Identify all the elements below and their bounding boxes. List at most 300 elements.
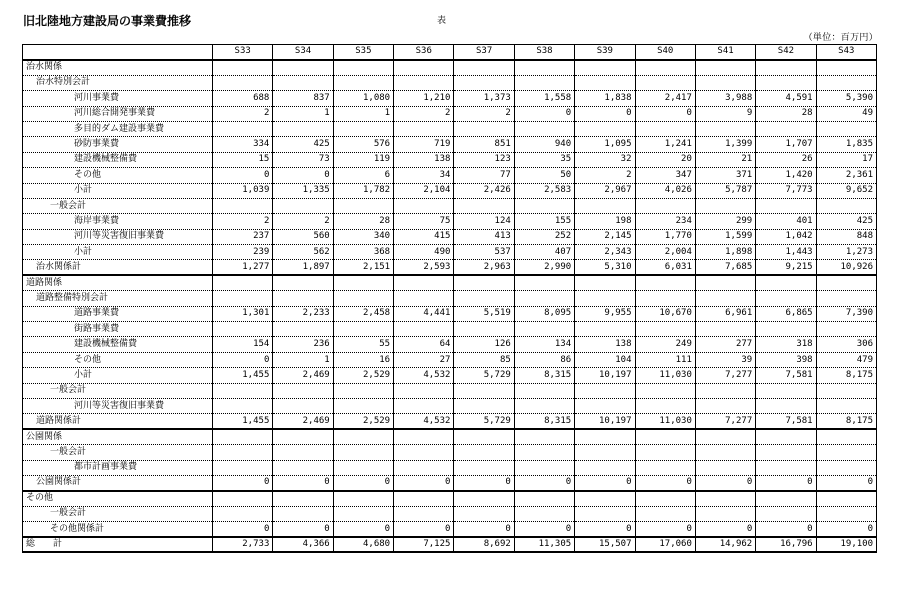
value-cell: 20 bbox=[635, 152, 695, 167]
value-cell: 124 bbox=[454, 214, 514, 229]
value-cell: 11,030 bbox=[635, 414, 695, 429]
value-cell bbox=[635, 429, 695, 444]
value-cell bbox=[394, 291, 454, 306]
value-cell bbox=[394, 60, 454, 75]
row-label: 道路関係計 bbox=[23, 414, 213, 429]
value-cell: 425 bbox=[816, 214, 876, 229]
value-cell bbox=[333, 322, 393, 337]
value-cell: 10,197 bbox=[575, 414, 635, 429]
value-cell: 2,963 bbox=[454, 260, 514, 275]
value-cell: 7,581 bbox=[756, 414, 816, 429]
table-row bbox=[23, 291, 877, 306]
value-cell: 1,301 bbox=[213, 306, 273, 321]
value-cell bbox=[756, 198, 816, 213]
value-cell: 236 bbox=[273, 337, 333, 352]
value-cell bbox=[333, 60, 393, 75]
value-cell bbox=[756, 460, 816, 475]
row-label: 建設機械整備費 bbox=[23, 337, 213, 352]
value-cell bbox=[514, 429, 574, 444]
value-cell: 0 bbox=[514, 475, 574, 490]
value-cell: 2,004 bbox=[635, 245, 695, 260]
value-cell bbox=[635, 275, 695, 290]
value-cell bbox=[816, 398, 876, 413]
value-cell bbox=[333, 445, 393, 460]
value-cell bbox=[394, 383, 454, 398]
value-cell: 490 bbox=[394, 245, 454, 260]
value-cell: 85 bbox=[454, 352, 514, 367]
value-cell: 3,988 bbox=[695, 91, 755, 106]
value-cell bbox=[695, 445, 755, 460]
value-cell bbox=[394, 121, 454, 136]
value-cell: 0 bbox=[635, 475, 695, 490]
value-cell bbox=[756, 275, 816, 290]
table-row bbox=[23, 214, 877, 229]
value-cell: 111 bbox=[635, 352, 695, 367]
value-cell: 32 bbox=[575, 152, 635, 167]
value-cell: 49 bbox=[816, 106, 876, 121]
value-cell bbox=[635, 198, 695, 213]
value-cell bbox=[514, 322, 574, 337]
value-cell bbox=[213, 121, 273, 136]
value-cell: 17,060 bbox=[635, 537, 695, 552]
value-cell bbox=[394, 322, 454, 337]
value-cell bbox=[333, 291, 393, 306]
value-cell bbox=[695, 429, 755, 444]
value-cell: 851 bbox=[454, 137, 514, 152]
value-cell: 334 bbox=[213, 137, 273, 152]
value-cell bbox=[454, 322, 514, 337]
value-cell: 16,796 bbox=[756, 537, 816, 552]
unit-note: （単位：百万円） bbox=[803, 33, 878, 43]
value-cell bbox=[273, 398, 333, 413]
table-row bbox=[23, 506, 877, 521]
value-cell: 848 bbox=[816, 229, 876, 244]
value-cell bbox=[695, 398, 755, 413]
value-cell: 7,277 bbox=[695, 368, 755, 383]
value-cell: 64 bbox=[394, 337, 454, 352]
table-row bbox=[23, 275, 877, 290]
year-header: S36 bbox=[394, 45, 454, 60]
value-cell: 415 bbox=[394, 229, 454, 244]
row-label: その他 bbox=[23, 168, 213, 183]
value-cell: 1,455 bbox=[213, 368, 273, 383]
value-cell: 119 bbox=[333, 152, 393, 167]
value-cell: 154 bbox=[213, 337, 273, 352]
value-cell bbox=[454, 198, 514, 213]
value-cell: 86 bbox=[514, 352, 574, 367]
value-cell: 10,197 bbox=[575, 368, 635, 383]
value-cell: 1,455 bbox=[213, 414, 273, 429]
value-cell: 138 bbox=[394, 152, 454, 167]
value-cell bbox=[575, 275, 635, 290]
value-cell: 5,519 bbox=[454, 306, 514, 321]
value-cell: 1 bbox=[333, 106, 393, 121]
value-cell bbox=[575, 460, 635, 475]
value-cell: 55 bbox=[333, 337, 393, 352]
value-cell: 2,151 bbox=[333, 260, 393, 275]
row-label: 河川総合開発事業費 bbox=[23, 106, 213, 121]
value-cell bbox=[333, 383, 393, 398]
value-cell: 27 bbox=[394, 352, 454, 367]
value-cell: 0 bbox=[394, 522, 454, 537]
value-cell bbox=[273, 291, 333, 306]
value-cell: 11,305 bbox=[514, 537, 574, 552]
value-cell bbox=[695, 121, 755, 136]
value-cell bbox=[695, 275, 755, 290]
value-cell: 126 bbox=[454, 337, 514, 352]
row-label: 河川等災害復旧事業費 bbox=[23, 398, 213, 413]
row-label: 一般会計 bbox=[23, 198, 213, 213]
value-cell bbox=[635, 445, 695, 460]
value-cell: 34 bbox=[394, 168, 454, 183]
value-cell: 7,773 bbox=[756, 183, 816, 198]
row-label: その他 bbox=[23, 491, 213, 506]
value-cell bbox=[213, 322, 273, 337]
value-cell bbox=[816, 491, 876, 506]
value-cell bbox=[514, 506, 574, 521]
value-cell: 2,469 bbox=[273, 368, 333, 383]
value-cell bbox=[454, 445, 514, 460]
value-cell bbox=[333, 506, 393, 521]
year-header: S43 bbox=[816, 45, 876, 60]
value-cell bbox=[575, 445, 635, 460]
year-header: S41 bbox=[695, 45, 755, 60]
value-cell bbox=[454, 491, 514, 506]
value-cell: 6,031 bbox=[635, 260, 695, 275]
value-cell: 5,729 bbox=[454, 414, 514, 429]
value-cell: 401 bbox=[756, 214, 816, 229]
value-cell bbox=[514, 291, 574, 306]
value-cell: 123 bbox=[454, 152, 514, 167]
value-cell: 4,366 bbox=[273, 537, 333, 552]
value-cell bbox=[635, 491, 695, 506]
table-row bbox=[23, 137, 877, 152]
value-cell: 0 bbox=[756, 522, 816, 537]
value-cell bbox=[695, 322, 755, 337]
value-cell: 1,443 bbox=[756, 245, 816, 260]
value-cell bbox=[635, 460, 695, 475]
value-cell bbox=[816, 121, 876, 136]
value-cell: 2 bbox=[213, 214, 273, 229]
year-header: S39 bbox=[575, 45, 635, 60]
value-cell bbox=[816, 322, 876, 337]
value-cell: 4,532 bbox=[394, 368, 454, 383]
value-cell bbox=[695, 60, 755, 75]
value-cell bbox=[333, 460, 393, 475]
value-cell: 0 bbox=[213, 522, 273, 537]
row-label: 河川等災害復旧事業費 bbox=[23, 229, 213, 244]
value-cell: 7,125 bbox=[394, 537, 454, 552]
value-cell: 4,680 bbox=[333, 537, 393, 552]
value-cell bbox=[756, 322, 816, 337]
value-cell: 0 bbox=[816, 475, 876, 490]
table-row bbox=[23, 475, 877, 490]
value-cell: 2,458 bbox=[333, 306, 393, 321]
row-label: 一般会計 bbox=[23, 445, 213, 460]
value-cell: 368 bbox=[333, 245, 393, 260]
table-row bbox=[23, 537, 877, 552]
table-row bbox=[23, 60, 877, 75]
value-cell: 2,529 bbox=[333, 368, 393, 383]
value-cell: 0 bbox=[273, 475, 333, 490]
value-cell bbox=[635, 75, 695, 90]
value-cell: 1,210 bbox=[394, 91, 454, 106]
value-cell bbox=[273, 383, 333, 398]
value-cell: 2,967 bbox=[575, 183, 635, 198]
value-cell bbox=[213, 383, 273, 398]
value-cell: 8,175 bbox=[816, 368, 876, 383]
row-label: その他 bbox=[23, 352, 213, 367]
value-cell bbox=[213, 75, 273, 90]
table-row bbox=[23, 368, 877, 383]
value-cell bbox=[454, 460, 514, 475]
value-cell: 0 bbox=[213, 168, 273, 183]
value-cell: 1,420 bbox=[756, 168, 816, 183]
row-label: 治水関係 bbox=[23, 60, 213, 75]
value-cell: 237 bbox=[213, 229, 273, 244]
value-cell: 11,030 bbox=[635, 368, 695, 383]
value-cell bbox=[454, 398, 514, 413]
value-cell bbox=[575, 383, 635, 398]
value-cell: 198 bbox=[575, 214, 635, 229]
value-cell: 75 bbox=[394, 214, 454, 229]
value-cell: 0 bbox=[575, 475, 635, 490]
value-cell bbox=[273, 506, 333, 521]
value-cell bbox=[273, 429, 333, 444]
table-row bbox=[23, 352, 877, 367]
value-cell bbox=[213, 506, 273, 521]
value-cell: 2,233 bbox=[273, 306, 333, 321]
value-cell: 1,897 bbox=[273, 260, 333, 275]
value-cell: 1,039 bbox=[213, 183, 273, 198]
value-cell bbox=[454, 291, 514, 306]
value-cell: 2,469 bbox=[273, 414, 333, 429]
value-cell: 0 bbox=[333, 475, 393, 490]
value-cell bbox=[454, 75, 514, 90]
table-row bbox=[23, 260, 877, 275]
value-cell bbox=[575, 322, 635, 337]
row-label: 治水関係計 bbox=[23, 260, 213, 275]
value-cell bbox=[333, 429, 393, 444]
value-cell bbox=[514, 445, 574, 460]
value-cell: 4,026 bbox=[635, 183, 695, 198]
value-cell: 562 bbox=[273, 245, 333, 260]
row-label: 街路事業費 bbox=[23, 322, 213, 337]
row-label: 一般会計 bbox=[23, 506, 213, 521]
value-cell bbox=[756, 60, 816, 75]
table-row bbox=[23, 168, 877, 183]
value-cell: 21 bbox=[695, 152, 755, 167]
value-cell: 299 bbox=[695, 214, 755, 229]
value-cell bbox=[333, 121, 393, 136]
value-cell: 0 bbox=[213, 352, 273, 367]
value-cell: 2 bbox=[575, 168, 635, 183]
value-cell: 0 bbox=[575, 522, 635, 537]
value-cell: 1,770 bbox=[635, 229, 695, 244]
value-cell: 239 bbox=[213, 245, 273, 260]
value-cell: 1,835 bbox=[816, 137, 876, 152]
table-row bbox=[23, 229, 877, 244]
value-cell: 1,273 bbox=[816, 245, 876, 260]
value-cell: 50 bbox=[514, 168, 574, 183]
value-cell bbox=[816, 445, 876, 460]
value-cell bbox=[213, 275, 273, 290]
value-cell: 2,990 bbox=[514, 260, 574, 275]
value-cell: 5,390 bbox=[816, 91, 876, 106]
value-cell bbox=[695, 198, 755, 213]
value-cell bbox=[273, 460, 333, 475]
value-cell: 1,373 bbox=[454, 91, 514, 106]
value-cell bbox=[635, 60, 695, 75]
value-cell bbox=[273, 322, 333, 337]
value-cell: 1 bbox=[273, 106, 333, 121]
value-cell bbox=[756, 506, 816, 521]
value-cell: 9,215 bbox=[756, 260, 816, 275]
value-cell: 10,670 bbox=[635, 306, 695, 321]
value-cell: 0 bbox=[454, 522, 514, 537]
value-cell: 1,782 bbox=[333, 183, 393, 198]
value-cell: 0 bbox=[816, 522, 876, 537]
value-cell: 1,335 bbox=[273, 183, 333, 198]
value-cell bbox=[213, 445, 273, 460]
value-cell bbox=[394, 460, 454, 475]
value-cell: 155 bbox=[514, 214, 574, 229]
row-label: 砂防事業費 bbox=[23, 137, 213, 152]
value-cell: 5,729 bbox=[454, 368, 514, 383]
value-cell: 306 bbox=[816, 337, 876, 352]
value-cell bbox=[575, 75, 635, 90]
value-cell bbox=[454, 383, 514, 398]
value-cell: 9,652 bbox=[816, 183, 876, 198]
value-cell bbox=[756, 491, 816, 506]
value-cell: 1,399 bbox=[695, 137, 755, 152]
document-title: 旧北陸地方建設局の事業費推移 bbox=[23, 14, 192, 28]
value-cell bbox=[394, 445, 454, 460]
table-row bbox=[23, 152, 877, 167]
value-cell bbox=[816, 460, 876, 475]
value-cell: 1,838 bbox=[575, 91, 635, 106]
value-cell bbox=[333, 275, 393, 290]
value-cell bbox=[213, 60, 273, 75]
value-cell bbox=[454, 275, 514, 290]
value-cell: 2,343 bbox=[575, 245, 635, 260]
value-cell: 537 bbox=[454, 245, 514, 260]
value-cell bbox=[514, 275, 574, 290]
table-row bbox=[23, 245, 877, 260]
value-cell: 4,591 bbox=[756, 91, 816, 106]
value-cell: 0 bbox=[695, 475, 755, 490]
value-cell: 2 bbox=[454, 106, 514, 121]
value-cell: 16 bbox=[333, 352, 393, 367]
value-cell: 2,583 bbox=[514, 183, 574, 198]
value-cell: 0 bbox=[756, 475, 816, 490]
value-cell: 413 bbox=[454, 229, 514, 244]
row-label: 小計 bbox=[23, 368, 213, 383]
value-cell bbox=[333, 491, 393, 506]
value-cell bbox=[695, 506, 755, 521]
value-cell bbox=[816, 75, 876, 90]
value-cell: 0 bbox=[273, 168, 333, 183]
value-cell: 8,175 bbox=[816, 414, 876, 429]
year-header: S42 bbox=[756, 45, 816, 60]
value-cell: 1,042 bbox=[756, 229, 816, 244]
value-cell bbox=[635, 121, 695, 136]
row-label: 河川事業費 bbox=[23, 91, 213, 106]
value-cell: 2,104 bbox=[394, 183, 454, 198]
value-cell bbox=[394, 75, 454, 90]
value-cell: 0 bbox=[635, 106, 695, 121]
value-cell bbox=[394, 429, 454, 444]
value-cell: 371 bbox=[695, 168, 755, 183]
value-cell: 6 bbox=[333, 168, 393, 183]
budget-table bbox=[22, 44, 877, 553]
value-cell: 249 bbox=[635, 337, 695, 352]
value-cell bbox=[635, 398, 695, 413]
table-row bbox=[23, 121, 877, 136]
table-row bbox=[23, 75, 877, 90]
value-cell bbox=[333, 75, 393, 90]
value-cell bbox=[635, 383, 695, 398]
row-label: 建設機械整備費 bbox=[23, 152, 213, 167]
value-cell bbox=[635, 291, 695, 306]
row-label: 公園関係計 bbox=[23, 475, 213, 490]
value-cell bbox=[273, 491, 333, 506]
value-cell: 576 bbox=[333, 137, 393, 152]
value-cell: 940 bbox=[514, 137, 574, 152]
value-cell bbox=[514, 121, 574, 136]
table-body bbox=[23, 60, 877, 553]
row-label: 総 計 bbox=[23, 537, 213, 552]
value-cell: 0 bbox=[333, 522, 393, 537]
value-cell bbox=[756, 429, 816, 444]
value-cell bbox=[575, 429, 635, 444]
value-cell: 1,599 bbox=[695, 229, 755, 244]
table-row bbox=[23, 429, 877, 444]
value-cell: 252 bbox=[514, 229, 574, 244]
table-row bbox=[23, 445, 877, 460]
value-cell: 0 bbox=[394, 475, 454, 490]
value-cell bbox=[394, 198, 454, 213]
row-label: 公園関係 bbox=[23, 429, 213, 444]
value-cell: 1,241 bbox=[635, 137, 695, 152]
value-cell: 35 bbox=[514, 152, 574, 167]
value-cell: 4,441 bbox=[394, 306, 454, 321]
value-cell: 2,733 bbox=[213, 537, 273, 552]
value-cell bbox=[635, 506, 695, 521]
header-row bbox=[23, 45, 877, 60]
value-cell: 2 bbox=[273, 214, 333, 229]
value-cell: 340 bbox=[333, 229, 393, 244]
value-cell: 2 bbox=[394, 106, 454, 121]
value-cell: 0 bbox=[213, 475, 273, 490]
value-cell: 347 bbox=[635, 168, 695, 183]
value-cell bbox=[575, 198, 635, 213]
value-cell: 1,095 bbox=[575, 137, 635, 152]
table-row bbox=[23, 398, 877, 413]
value-cell: 2,361 bbox=[816, 168, 876, 183]
year-header: S37 bbox=[454, 45, 514, 60]
value-cell bbox=[273, 121, 333, 136]
value-cell: 277 bbox=[695, 337, 755, 352]
value-cell: 15,507 bbox=[575, 537, 635, 552]
value-cell: 6,865 bbox=[756, 306, 816, 321]
value-cell: 1,898 bbox=[695, 245, 755, 260]
value-cell bbox=[213, 460, 273, 475]
value-cell bbox=[213, 491, 273, 506]
value-cell: 2 bbox=[213, 106, 273, 121]
table-row bbox=[23, 383, 877, 398]
value-cell: 234 bbox=[635, 214, 695, 229]
